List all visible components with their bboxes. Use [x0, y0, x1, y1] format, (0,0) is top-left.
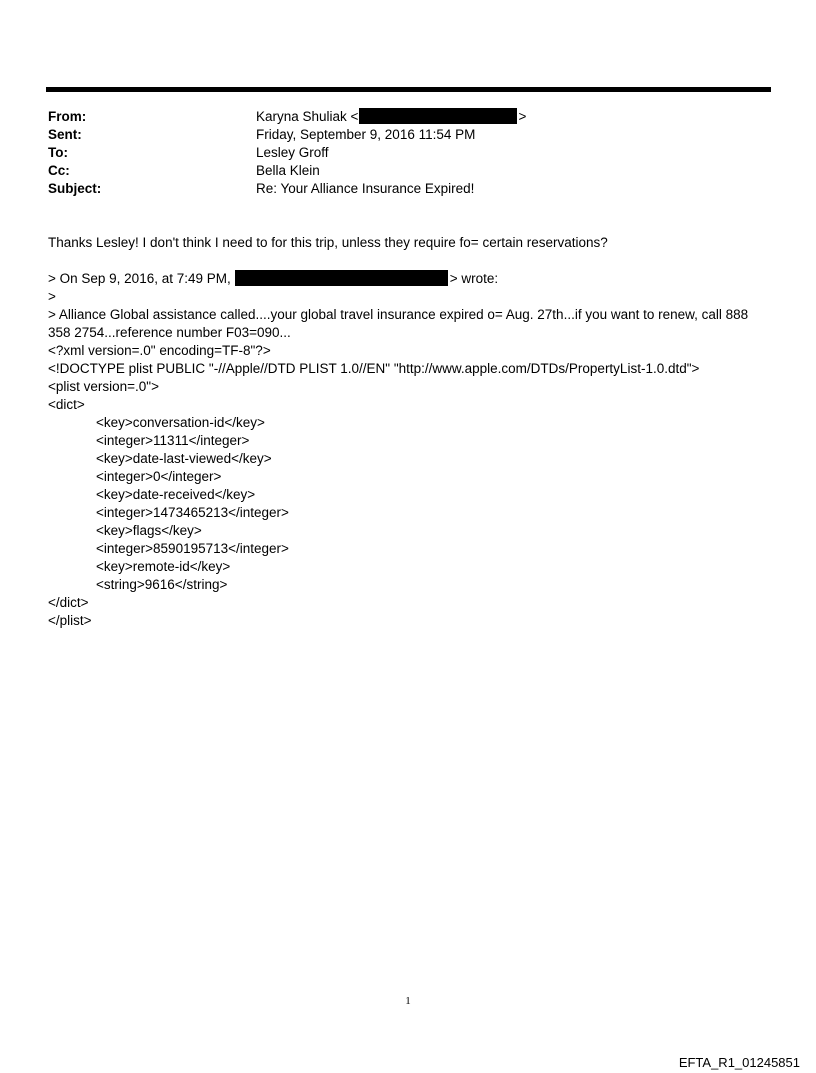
plist-inner-line: <key>flags</key>	[96, 523, 202, 538]
plist-line: <dict>	[48, 397, 85, 412]
from-value	[256, 108, 526, 126]
plist-inner-line: <integer>11311</integer>	[96, 433, 250, 448]
to-label: To:	[48, 145, 68, 160]
plist-line: <plist version=.0">	[48, 379, 159, 394]
plist-inner-line: <key>date-last-viewed</key>	[96, 451, 272, 466]
to-row	[48, 144, 768, 162]
plist-line: <?xml version=.0" encoding=TF-8"?>	[48, 343, 271, 358]
plist-inner-line: <integer>8590195713</integer>	[96, 541, 289, 556]
subject-label: Subject:	[48, 181, 102, 196]
subject-value: Re: Your Alliance Insurance Expired!	[256, 181, 475, 196]
plist-inner-line: <string>9616</string>	[96, 577, 228, 592]
plist-end-line: </dict>	[48, 595, 89, 610]
email-body	[48, 234, 773, 630]
redaction-box	[235, 270, 448, 286]
to-value: Lesley Groff	[256, 145, 329, 160]
plist-inner-line: <key>remote-id</key>	[96, 559, 231, 574]
email-header	[48, 108, 768, 198]
redaction-box	[359, 108, 517, 124]
cc-row	[48, 162, 768, 180]
sent-row	[48, 126, 768, 144]
from-row	[48, 108, 768, 126]
header-rule	[46, 87, 771, 92]
from-label: From:	[48, 109, 87, 124]
quote-blank: >	[48, 289, 56, 304]
quote-intro-text: > On Sep 9, 2016, at 7:49 PM,	[48, 271, 231, 286]
cc-value: Bella Klein	[256, 163, 320, 178]
page-number: 1	[405, 995, 411, 1007]
plist-inner-line: <integer>0</integer>	[96, 469, 222, 484]
plist-inner-line: <key>conversation-id</key>	[96, 415, 265, 430]
plist-end-line: </plist>	[48, 613, 92, 628]
reply-text: Thanks Lesley! I don't think I need to for this trip, unless they require fo= certain reservations?	[48, 235, 608, 250]
quote-intro	[48, 270, 773, 288]
sent-value: Friday, September 9, 2016 11:54 PM	[256, 127, 476, 142]
cc-label: Cc:	[48, 163, 70, 178]
quote-text: > Alliance Global assistance called....your global travel insurance expired o= Aug. 27th...if you want to renew, call 888 358 2754...reference number F03=090...	[48, 307, 749, 340]
subject-row	[48, 180, 768, 198]
sent-label: Sent:	[48, 127, 82, 142]
plist-inner-line: <key>date-received</key>	[96, 487, 256, 502]
quote-intro-end: > wrote:	[449, 271, 499, 286]
plist-inner-line: <integer>1473465213</integer>	[96, 505, 289, 520]
plist-line: <!DOCTYPE plist PUBLIC "-//Apple//DTD PLIST 1.0//EN" "http://www.apple.com/DTDs/PropertyList-1.0.dtd">	[48, 361, 700, 376]
bates-stamp: EFTA_R1_01245851	[678, 1055, 800, 1070]
from-close: >	[518, 109, 527, 124]
from-name: Karyna Shuliak <	[256, 109, 359, 124]
